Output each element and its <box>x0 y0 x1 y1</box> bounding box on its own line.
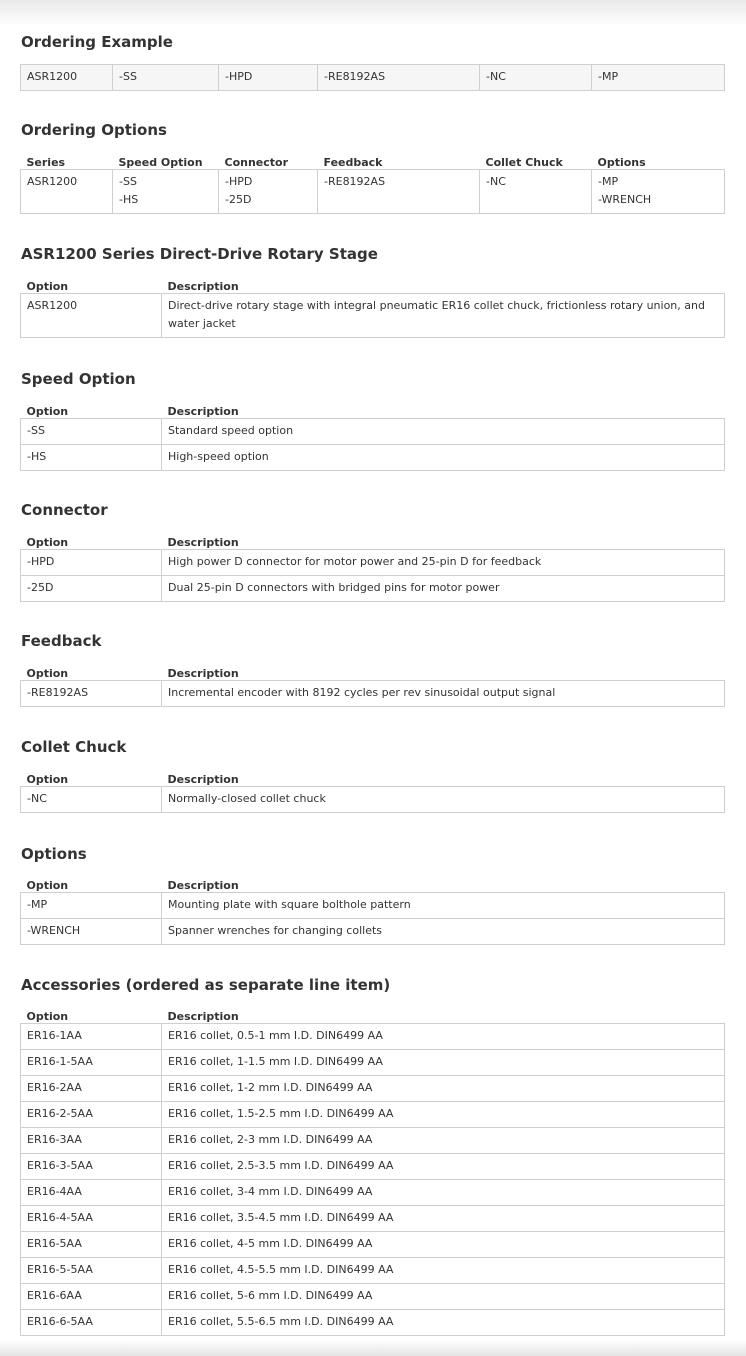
option-code: ER16-5-5AA <box>21 1258 162 1284</box>
option-code: -25D <box>21 576 162 602</box>
connector-heading: Connector <box>21 501 108 519</box>
option-code: ER16-4-5AA <box>21 1206 162 1232</box>
option-value: -SS <box>119 175 137 188</box>
series-table <box>20 276 725 338</box>
option-code: ER16-6-5AA <box>21 1310 162 1336</box>
accessories-heading: Accessories (ordered as separate line item) <box>21 976 391 994</box>
option-code: -RE8192AS <box>21 681 162 707</box>
example-collet-chuck: -NC <box>480 65 592 91</box>
option-description: ER16 collet, 3.5-4.5 mm I.D. DIN6499 AA <box>162 1206 725 1232</box>
table-header-row <box>21 875 725 893</box>
description-column-header: Description <box>167 773 239 786</box>
option-value: -25D <box>225 193 252 206</box>
speed-option-table <box>20 401 725 471</box>
option-value: -WRENCH <box>598 193 652 206</box>
option-description: Standard speed option <box>162 419 725 445</box>
table-header-row <box>21 532 725 550</box>
option-value: -HS <box>119 193 139 206</box>
option-code: ER16-1-5AA <box>21 1050 162 1076</box>
option-description: High-speed option <box>162 445 725 471</box>
table-row <box>21 419 725 445</box>
option-column-header: Option <box>26 280 69 293</box>
table-row <box>21 1102 725 1128</box>
option-description: Dual 25-pin D connectors with bridged pins for motor power <box>162 576 725 602</box>
collet-chuck-heading: Collet Chuck <box>21 738 127 756</box>
option-code: ER16-2AA <box>21 1076 162 1102</box>
accessories-table <box>20 1006 725 1336</box>
table-row <box>21 893 725 919</box>
option-code: -WRENCH <box>21 919 162 945</box>
example-speed: -SS <box>113 65 219 91</box>
option-value: -MP <box>598 175 619 188</box>
options-collet-chuck-cell <box>480 170 592 214</box>
feedback-heading: Feedback <box>21 632 102 650</box>
column-header: Collet Chuck <box>485 156 563 169</box>
table-row <box>21 1128 725 1154</box>
column-header: Connector <box>224 156 289 169</box>
table-row <box>21 445 725 471</box>
option-code: ER16-5AA <box>21 1232 162 1258</box>
example-series: ASR1200 <box>21 65 113 91</box>
option-code: -NC <box>21 787 162 813</box>
table-header-row <box>21 663 725 681</box>
description-column-header: Description <box>167 1010 239 1023</box>
option-value: -NC <box>486 175 506 188</box>
ordering-options-table <box>20 152 725 214</box>
option-description: Spanner wrenches for changing collets <box>162 919 725 945</box>
table-row <box>21 1050 725 1076</box>
option-description: ER16 collet, 0.5-1 mm I.D. DIN6499 AA <box>162 1024 725 1050</box>
table-row <box>21 170 725 214</box>
option-code: ASR1200 <box>21 294 162 338</box>
options-speed-cell <box>113 170 219 214</box>
option-column-header: Option <box>26 536 69 549</box>
connector-table <box>20 532 725 602</box>
table-row <box>21 1310 725 1336</box>
table-row <box>21 787 725 813</box>
table-row <box>21 1284 725 1310</box>
option-description: High power D connector for motor power and 25-pin D for feedback <box>162 550 725 576</box>
table-row <box>21 1206 725 1232</box>
ordering-example-heading: Ordering Example <box>21 33 173 51</box>
option-value: -RE8192AS <box>324 175 386 188</box>
ordering-options-heading: Ordering Options <box>21 121 167 139</box>
table-row <box>21 65 725 91</box>
table-row <box>21 919 725 945</box>
table-row <box>21 1154 725 1180</box>
options-options-cell <box>592 170 725 214</box>
table-row <box>21 294 725 338</box>
option-description: ER16 collet, 1-2 mm I.D. DIN6499 AA <box>162 1076 725 1102</box>
table-header-row <box>21 152 725 170</box>
option-column-header: Option <box>26 1010 69 1023</box>
option-description: ER16 collet, 1.5-2.5 mm I.D. DIN6499 AA <box>162 1102 725 1128</box>
option-description: Normally-closed collet chuck <box>162 787 725 813</box>
option-description: ER16 collet, 4-5 mm I.D. DIN6499 AA <box>162 1232 725 1258</box>
option-description: ER16 collet, 2.5-3.5 mm I.D. DIN6499 AA <box>162 1154 725 1180</box>
option-code: ER16-3AA <box>21 1128 162 1154</box>
options-series-cell <box>21 170 113 214</box>
column-header: Speed Option <box>118 156 203 169</box>
option-column-header: Option <box>26 879 69 892</box>
column-header: Series <box>26 156 66 169</box>
table-row <box>21 1180 725 1206</box>
speed-option-heading: Speed Option <box>21 370 136 388</box>
option-column-header: Option <box>26 405 69 418</box>
feedback-table <box>20 663 725 707</box>
table-row <box>21 1258 725 1284</box>
table-header-row <box>21 401 725 419</box>
example-options: -MP <box>592 65 725 91</box>
table-row <box>21 681 725 707</box>
table-header-row <box>21 276 725 294</box>
option-description: Incremental encoder with 8192 cycles per rev sinusoidal output signal <box>162 681 725 707</box>
column-header: Options <box>597 156 646 169</box>
description-column-header: Description <box>167 879 239 892</box>
option-description: ER16 collet, 4.5-5.5 mm I.D. DIN6499 AA <box>162 1258 725 1284</box>
option-column-header: Option <box>26 773 69 786</box>
option-code: ER16-4AA <box>21 1180 162 1206</box>
option-description: ER16 collet, 5-6 mm I.D. DIN6499 AA <box>162 1284 725 1310</box>
option-description: Mounting plate with square bolthole pattern <box>162 893 725 919</box>
option-value: -HPD <box>225 175 253 188</box>
table-row <box>21 550 725 576</box>
description-column-header: Description <box>167 536 239 549</box>
option-code: ER16-6AA <box>21 1284 162 1310</box>
option-description: ER16 collet, 1-1.5 mm I.D. DIN6499 AA <box>162 1050 725 1076</box>
option-description: ER16 collet, 5.5-6.5 mm I.D. DIN6499 AA <box>162 1310 725 1336</box>
table-header-row <box>21 769 725 787</box>
table-row <box>21 1232 725 1258</box>
series-heading: ASR1200 Series Direct-Drive Rotary Stage <box>21 245 378 263</box>
table-row <box>21 1076 725 1102</box>
options-connector-cell <box>219 170 318 214</box>
ordering-example-table <box>20 64 725 91</box>
table-header-row <box>21 1006 725 1024</box>
option-code: -MP <box>21 893 162 919</box>
option-code: -SS <box>21 419 162 445</box>
option-value: ASR1200 <box>27 175 78 188</box>
option-code: ER16-1AA <box>21 1024 162 1050</box>
description-column-header: Description <box>167 405 239 418</box>
column-header: Feedback <box>323 156 383 169</box>
option-column-header: Option <box>26 667 69 680</box>
table-row <box>21 576 725 602</box>
option-description: Direct-drive rotary stage with integral pneumatic ER16 collet chuck, frictionless rotary union, and water jacket <box>162 294 725 338</box>
options-feedback-cell <box>318 170 480 214</box>
option-description: ER16 collet, 3-4 mm I.D. DIN6499 AA <box>162 1180 725 1206</box>
option-description: ER16 collet, 2-3 mm I.D. DIN6499 AA <box>162 1128 725 1154</box>
example-feedback: -RE8192AS <box>318 65 480 91</box>
collet-chuck-table <box>20 769 725 813</box>
option-code: -HPD <box>21 550 162 576</box>
option-code: -HS <box>21 445 162 471</box>
options-heading: Options <box>21 845 87 863</box>
table-row <box>21 1024 725 1050</box>
description-column-header: Description <box>167 280 239 293</box>
description-column-header: Description <box>167 667 239 680</box>
option-code: ER16-3-5AA <box>21 1154 162 1180</box>
example-connector: -HPD <box>219 65 318 91</box>
option-code: ER16-2-5AA <box>21 1102 162 1128</box>
options-table <box>20 875 725 945</box>
